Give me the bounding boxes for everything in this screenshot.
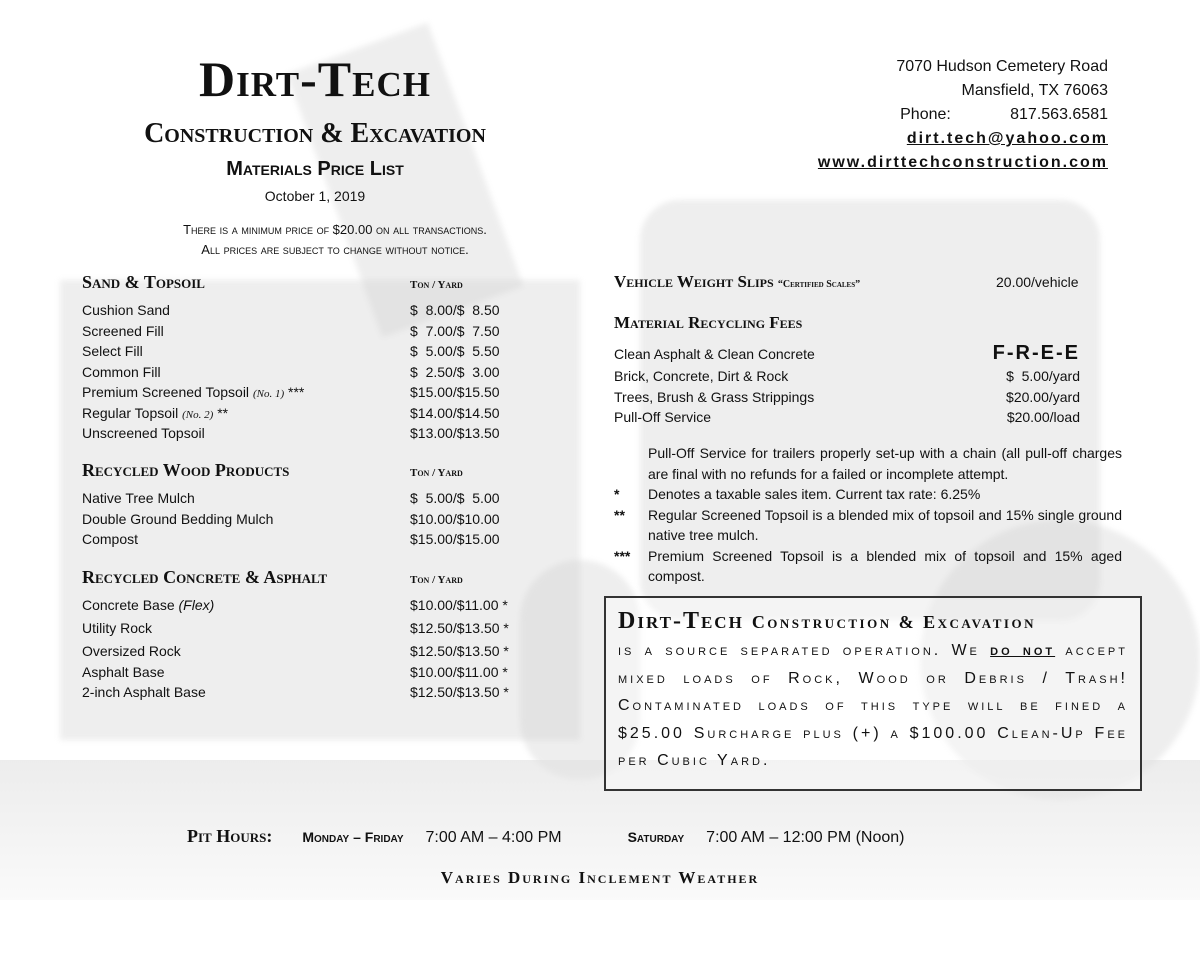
email-link[interactable]: dirt.tech@yahoo.com	[906, 130, 1108, 147]
saturday-time: 7:00 AM – 12:00 PM (Noon)	[706, 829, 905, 846]
price-row: Concrete Base (Flex) $10.00/$11.00 *	[82, 597, 508, 613]
price-row: Compost $15.00/$15.00	[82, 531, 500, 547]
saturday-label: Saturday	[627, 829, 685, 845]
section-recycled-wood	[82, 460, 542, 552]
section-sand-topsoil	[82, 272, 542, 446]
vehicle-weight-slips-title: Vehicle Weight Slips	[614, 272, 774, 291]
price-row: Double Ground Bedding Mulch $10.00/$10.00	[82, 510, 500, 527]
price-row: Utility Rock $12.50/$13.50 *	[82, 620, 509, 636]
address-line-1: 7070 Hudson Cemetery Road	[896, 58, 1108, 75]
price-list-title: Materials Price List	[226, 158, 404, 180]
footnote-mark: ***	[284, 384, 305, 400]
footnote: Pull-Off Service for trailers properly set-up with a chain (all pull-off charges are final with no refunds for a failed or incomplete attempt.	[648, 445, 1122, 482]
weather-note: Varies During Inclement Weather	[440, 868, 760, 887]
warning-company: Dirt-Tech	[618, 608, 744, 634]
footnote: * Denotes a taxable sales item. Current tax rate: 6.25%	[614, 486, 981, 502]
price-row: Native Tree Mulch $ 5.00/$ 5.00	[82, 490, 500, 506]
website-link[interactable]: www.dirttechconstruction.com	[817, 154, 1108, 171]
section-title: Recycled Concrete & Asphalt	[82, 567, 328, 587]
company-name: Dirt-Tech	[199, 51, 431, 107]
price-row: Select Fill $ 5.00/$ 5.50	[82, 343, 500, 359]
fee-row: Trees, Brush & Grass Strippings $20.00/yard	[614, 388, 1080, 405]
price-list-date: October 1, 2019	[264, 188, 366, 204]
recycling-fees-list	[614, 342, 1080, 430]
unit-header: Ton / Yard	[410, 279, 463, 291]
footnotes	[614, 443, 1122, 587]
certified-scales-tag: “Certified Scales”	[777, 279, 861, 290]
recycling-fees-title: Material Recycling Fees	[614, 313, 803, 332]
section-title: Recycled Wood Products	[82, 460, 290, 480]
do-not-emphasis: do not	[990, 642, 1056, 659]
source-separation-warning-box: Dirt-Tech Construction & Excavation is a source separated operation. We do not accept mixed loads of Rock, Wood or Debris / Trash! Contaminated loads of this type will be fined a $25.00 Surcharge plus (+) a $100.00 Clean-Up Fee per Cubic Yard.	[604, 596, 1142, 791]
phone-line	[818, 103, 1108, 127]
section-recycled-concrete-asphalt	[82, 567, 542, 705]
free-badge: F-R-E-E	[992, 342, 1080, 364]
fee-row: Pull-Off Service $20.00/load	[614, 409, 1080, 425]
weekday-label: Monday – Friday	[302, 829, 404, 845]
price-row: Unscreened Topsoil $13.00/$13.50	[82, 425, 500, 441]
price-row: Asphalt Base $10.00/$11.00 *	[82, 663, 508, 680]
price-row: 2-inch Asphalt Base $12.50/$13.50 *	[82, 684, 509, 700]
phone-label: Phone:	[900, 106, 951, 123]
warning-company-sub: Construction & Excavation	[751, 612, 1036, 632]
footnote: *** Premium Screened Topsoil is a blended mix of topsoil and 15% aged compost.	[614, 547, 1122, 584]
grade-note: (No. 2)	[182, 408, 214, 421]
unit-header: Ton / Yard	[410, 467, 463, 479]
minimum-price-notice: There is a minimum price of $20.00 on all transactions.	[183, 222, 487, 237]
price-row: Common Fill $ 2.50/$ 3.00	[82, 363, 500, 380]
contact-block	[818, 55, 1108, 175]
fee-row: Brick, Concrete, Dirt & Rock $ 5.00/yard	[614, 368, 1080, 384]
footnote-mark: **	[213, 404, 229, 421]
company-subtitle: Construction & Excavation	[144, 118, 486, 149]
fee-row: Clean Asphalt & Clean Concrete F-R-E-E	[614, 342, 1080, 364]
footnote: ** Regular Screened Topsoil is a blended mix of topsoil and 15% single ground native tree mulch.	[614, 506, 1122, 543]
pricing-notice	[100, 220, 570, 260]
price-row: Oversized Rock $12.50/$13.50 *	[82, 643, 509, 659]
vehicle-weight-slips-price: 20.00/vehicle	[996, 274, 1079, 290]
vehicle-weight-slips	[614, 272, 1094, 292]
flex-note: (Flex)	[178, 597, 215, 613]
weekday-time: 7:00 AM – 4:00 PM	[425, 829, 562, 846]
phone-number: 817.563.6581	[1010, 106, 1108, 123]
price-change-notice: All prices are subject to change without notice.	[201, 242, 469, 257]
unit-header: Ton / Yard	[410, 574, 463, 586]
price-row: Cushion Sand $ 8.00/$ 8.50	[82, 302, 500, 318]
pit-hours-label: Pit Hours:	[187, 826, 273, 846]
address-line-2: Mansfield, TX 76063	[961, 82, 1108, 99]
price-row: Screened Fill $ 7.00/$ 7.50	[82, 322, 500, 339]
price-row: Regular Topsoil (No. 2) ** $14.00/$14.50	[82, 404, 500, 421]
grade-note: (No. 1)	[252, 388, 285, 400]
price-row: Premium Screened Topsoil (No. 1) *** $15.00/$15.50	[82, 384, 500, 400]
section-title: Sand & Topsoil	[82, 272, 205, 292]
pit-hours	[187, 826, 905, 847]
